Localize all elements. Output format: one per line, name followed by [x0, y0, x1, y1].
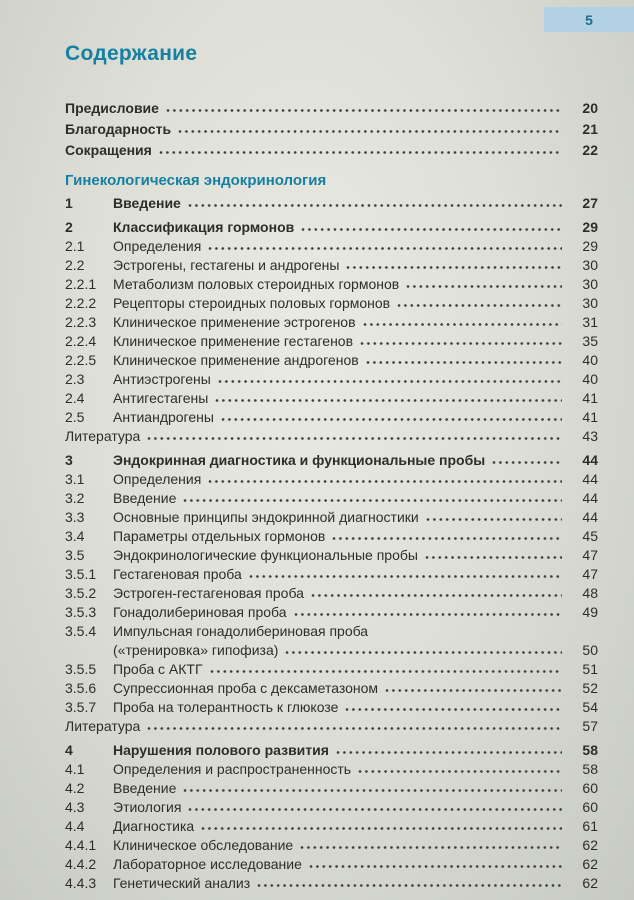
toc-entry-label: Основные принципы эндокринной диагностики: [113, 509, 419, 525]
toc-entry-label: Благодарность: [65, 121, 172, 137]
dot-leader: [358, 769, 562, 774]
toc-entry-page: 20: [582, 100, 598, 116]
dot-leader: [336, 750, 562, 755]
toc-entry-page: 43: [582, 428, 598, 444]
dot-leader: [309, 864, 562, 869]
section-header: Гинекологическая эндокринология: [65, 172, 327, 189]
toc-entry-page: 61: [582, 818, 598, 834]
toc-row: [65, 256, 598, 275]
dot-leader: [397, 303, 562, 308]
toc-entry-label: Эндокринологические функциональные пробы: [113, 547, 418, 563]
toc-entry-page: 47: [582, 547, 598, 563]
toc-entry-page: 40: [582, 352, 598, 368]
toc-row: [65, 717, 598, 736]
toc-entry-page: 60: [582, 780, 598, 796]
toc-entry-number: 3.5.5: [65, 661, 97, 677]
toc-entry-label: Клиническое обследование: [113, 837, 294, 853]
toc-entry-number: 2.5: [65, 409, 85, 425]
toc-row: [65, 237, 598, 256]
toc-entry-page: 57: [582, 718, 598, 734]
toc-row: [65, 798, 598, 817]
toc-entry-number: 3.1: [65, 471, 85, 487]
toc-entry-number: 3.5.1: [65, 566, 97, 582]
toc-row: [65, 603, 598, 622]
toc-row: [65, 779, 598, 798]
toc-entry-label: Введение: [113, 195, 181, 211]
toc-entry-number: 2.2.4: [65, 333, 97, 349]
toc-row: [65, 760, 598, 779]
toc-entry-number: 2.2: [65, 257, 85, 273]
toc-entry-page: 51: [582, 661, 598, 677]
toc-entry-page: 47: [582, 566, 598, 582]
toc-entry-label: Нарушения полового развития: [113, 742, 329, 758]
dot-leader: [294, 612, 562, 617]
toc-entry-number: 3.5.6: [65, 680, 97, 696]
toc-row: [65, 408, 598, 427]
toc-entry-number: 4.4: [65, 818, 85, 834]
toc-row: [65, 470, 598, 489]
toc-entry-number: 4.3: [65, 799, 85, 815]
toc-row: [65, 698, 598, 717]
page-number: 5: [585, 11, 593, 28]
dot-leader: [426, 517, 562, 522]
toc-entry-label: Импульсная гонадолибериновая проба: [113, 623, 369, 639]
toc-entry-number: 2.4: [65, 390, 85, 406]
dot-leader: [385, 688, 562, 693]
toc-entry-number: 3.5.3: [65, 604, 97, 620]
dot-leader: [360, 341, 562, 346]
front-matter-row: [65, 98, 598, 119]
toc-entry-label: Гестагеновая проба: [113, 566, 242, 582]
toc-entry-label: Супрессионная проба с дексаметазоном: [113, 680, 379, 696]
toc-row: [65, 584, 598, 603]
toc-entry-number: 3.5: [65, 547, 85, 563]
toc-row: [65, 489, 598, 508]
toc-row: [65, 451, 598, 470]
toc-row: [65, 527, 598, 546]
toc-entry-number: 2.2.1: [65, 276, 97, 292]
toc-row: [65, 332, 598, 351]
toc-entry-number: 3.5.4: [65, 623, 97, 639]
toc-row: [65, 194, 598, 213]
front-matter-row: [65, 140, 598, 161]
dot-leader: [285, 650, 562, 655]
toc-entry-number: 1: [65, 195, 73, 211]
toc-row: [65, 836, 598, 855]
toc-entry-page: 41: [582, 409, 598, 425]
dot-leader: [249, 574, 562, 579]
dot-leader: [188, 807, 562, 812]
toc-entry-label: Предисловие: [65, 100, 159, 116]
toc-entry-label: Эстрогены, гестагены и андрогены: [113, 257, 340, 273]
dot-leader: [311, 593, 562, 598]
toc-row: [65, 370, 598, 389]
dot-leader: [166, 108, 562, 113]
page-title: Содержание: [65, 42, 198, 65]
toc-entry-label: Антиандрогены: [113, 409, 214, 425]
toc-entry-number: 4.4.3: [65, 875, 97, 891]
toc-entry-page: 52: [582, 680, 598, 696]
toc-entry-label: Проба на толерантность к глюкозе: [113, 699, 339, 715]
dot-leader: [159, 150, 562, 155]
toc-entry-label: Этиология: [113, 799, 182, 815]
dot-leader: [215, 398, 562, 403]
toc-entry-page: 41: [582, 390, 598, 406]
toc-entry-label: Литература: [65, 428, 141, 444]
toc-entry-label: Введение: [113, 490, 177, 506]
toc-entry-number: 4.2: [65, 780, 85, 796]
dot-leader: [183, 498, 562, 503]
toc-entry-label: Определения: [113, 238, 202, 254]
toc-entry-number: 4.4.2: [65, 856, 97, 872]
toc-entry-page: 50: [582, 642, 598, 658]
dot-leader: [201, 826, 562, 831]
toc-entry-page: 40: [582, 371, 598, 387]
toc-row-continuation: [65, 641, 598, 660]
toc-row: [65, 565, 598, 584]
toc-row: [65, 622, 598, 641]
toc-entry-page: 29: [582, 238, 598, 254]
toc-entry-page: 22: [582, 142, 598, 158]
toc-entry-label: Эстроген-гестагеновая проба: [113, 585, 304, 601]
front-matter-list: [65, 98, 598, 161]
toc-entry-number: 2: [65, 219, 73, 235]
toc-entry-page: 49: [582, 604, 598, 620]
toc-entry-page: 54: [582, 699, 598, 715]
toc-entry-label: Клиническое применение эстрогенов: [113, 314, 356, 330]
toc-entry-page: 29: [582, 219, 598, 235]
toc-row: [65, 741, 598, 760]
toc-entry-page: 45: [582, 528, 598, 544]
toc-row: [65, 427, 598, 446]
toc-entry-number: 2.3: [65, 371, 85, 387]
toc-entry-number: 2.2.3: [65, 314, 97, 330]
toc-entry-number: 4.1: [65, 761, 85, 777]
toc-entry-label: Классификация гормонов: [113, 219, 295, 235]
toc-entry-number: 3: [65, 452, 73, 468]
toc-entry-number: 3.3: [65, 509, 85, 525]
toc-content: [65, 0, 598, 893]
dot-leader: [208, 479, 562, 484]
toc-entry-label: Эндокринная диагностика и функциональные пробы: [113, 452, 486, 468]
toc-entry-page: 44: [582, 509, 598, 525]
toc-row: [65, 817, 598, 836]
toc-entry-label: («тренировка» гипофиза): [113, 642, 279, 658]
toc-row: [65, 218, 598, 237]
dot-leader: [345, 707, 562, 712]
toc-list: [65, 194, 598, 893]
dot-leader: [188, 203, 562, 208]
dot-leader: [257, 883, 562, 888]
toc-entry-label: Введение: [113, 780, 177, 796]
toc-row: [65, 351, 598, 370]
toc-entry-page: 21: [582, 121, 598, 137]
toc-entry-number: 2.2.2: [65, 295, 97, 311]
dot-leader: [183, 788, 562, 793]
dot-leader: [346, 265, 562, 270]
toc-row: [65, 855, 598, 874]
toc-entry-page: 62: [582, 837, 598, 853]
toc-entry-number: 2.1: [65, 238, 85, 254]
toc-entry-label: Проба с АКТГ: [113, 661, 203, 677]
toc-entry-page: 62: [582, 875, 598, 891]
toc-row: [65, 313, 598, 332]
dot-leader: [363, 322, 562, 327]
toc-entry-label: Антиэстрогены: [113, 371, 211, 387]
toc-entry-page: 60: [582, 799, 598, 815]
dot-leader: [332, 536, 562, 541]
toc-entry-label: Метаболизм половых стероидных гормонов: [113, 276, 400, 292]
toc-entry-page: 44: [582, 490, 598, 506]
toc-entry-page: 35: [582, 333, 598, 349]
toc-entry-page: 30: [582, 257, 598, 273]
toc-entry-label: Клиническое применение андрогенов: [113, 352, 359, 368]
toc-entry-label: Сокращения: [65, 142, 152, 158]
toc-entry-page: 27: [582, 195, 598, 211]
dot-leader: [366, 360, 562, 365]
toc-entry-number: 4: [65, 742, 73, 758]
toc-entry-page: 58: [582, 761, 598, 777]
toc-entry-number: 3.5.7: [65, 699, 97, 715]
toc-entry-label: Антигестагены: [113, 390, 209, 406]
toc-row: [65, 508, 598, 527]
toc-row: [65, 546, 598, 565]
toc-entry-label: Литература: [65, 718, 141, 734]
dot-leader: [147, 436, 562, 441]
toc-entry-label: Определения и распространенность: [113, 761, 352, 777]
toc-entry-label: Генетический анализ: [113, 875, 251, 891]
toc-entry-number: 3.2: [65, 490, 85, 506]
toc-entry-number: 2.2.5: [65, 352, 97, 368]
toc-entry-label: Клиническое применение гестагенов: [113, 333, 354, 349]
toc-entry-label: Лабораторное исследование: [113, 856, 302, 872]
dot-leader: [301, 227, 562, 232]
toc-entry-page: 30: [582, 295, 598, 311]
toc-row: [65, 679, 598, 698]
toc-entry-number: 3.5.2: [65, 585, 97, 601]
toc-entry-page: 48: [582, 585, 598, 601]
dot-leader: [300, 845, 562, 850]
toc-entry-label: Параметры отдельных гормонов: [113, 528, 326, 544]
toc-entry-page: 58: [582, 742, 598, 758]
toc-row: [65, 389, 598, 408]
toc-entry-number: 4.4.1: [65, 837, 97, 853]
toc-row: [65, 275, 598, 294]
dot-leader: [178, 129, 562, 134]
toc-entry-page: 44: [582, 471, 598, 487]
toc-entry-page: 30: [582, 276, 598, 292]
dot-leader: [147, 726, 562, 731]
dot-leader: [210, 669, 562, 674]
toc-entry-page: 44: [582, 452, 598, 468]
toc-entry-label: Диагностика: [113, 818, 195, 834]
dot-leader: [221, 417, 562, 422]
toc-entry-label: Рецепторы стероидных половых гормонов: [113, 295, 391, 311]
toc-entry-label: Гонадолибериновая проба: [113, 604, 287, 620]
dot-leader: [218, 379, 562, 384]
toc-entry-page: 31: [582, 314, 598, 330]
dot-leader: [425, 555, 562, 560]
dot-leader: [208, 246, 562, 251]
front-matter-row: [65, 119, 598, 140]
toc-row: [65, 660, 598, 679]
dot-leader: [492, 460, 562, 465]
toc-entry-page: 62: [582, 856, 598, 872]
toc-entry-label: Определения: [113, 471, 202, 487]
toc-row: [65, 294, 598, 313]
toc-row: [65, 874, 598, 893]
dot-leader: [406, 284, 562, 289]
toc-entry-number: 3.4: [65, 528, 85, 544]
